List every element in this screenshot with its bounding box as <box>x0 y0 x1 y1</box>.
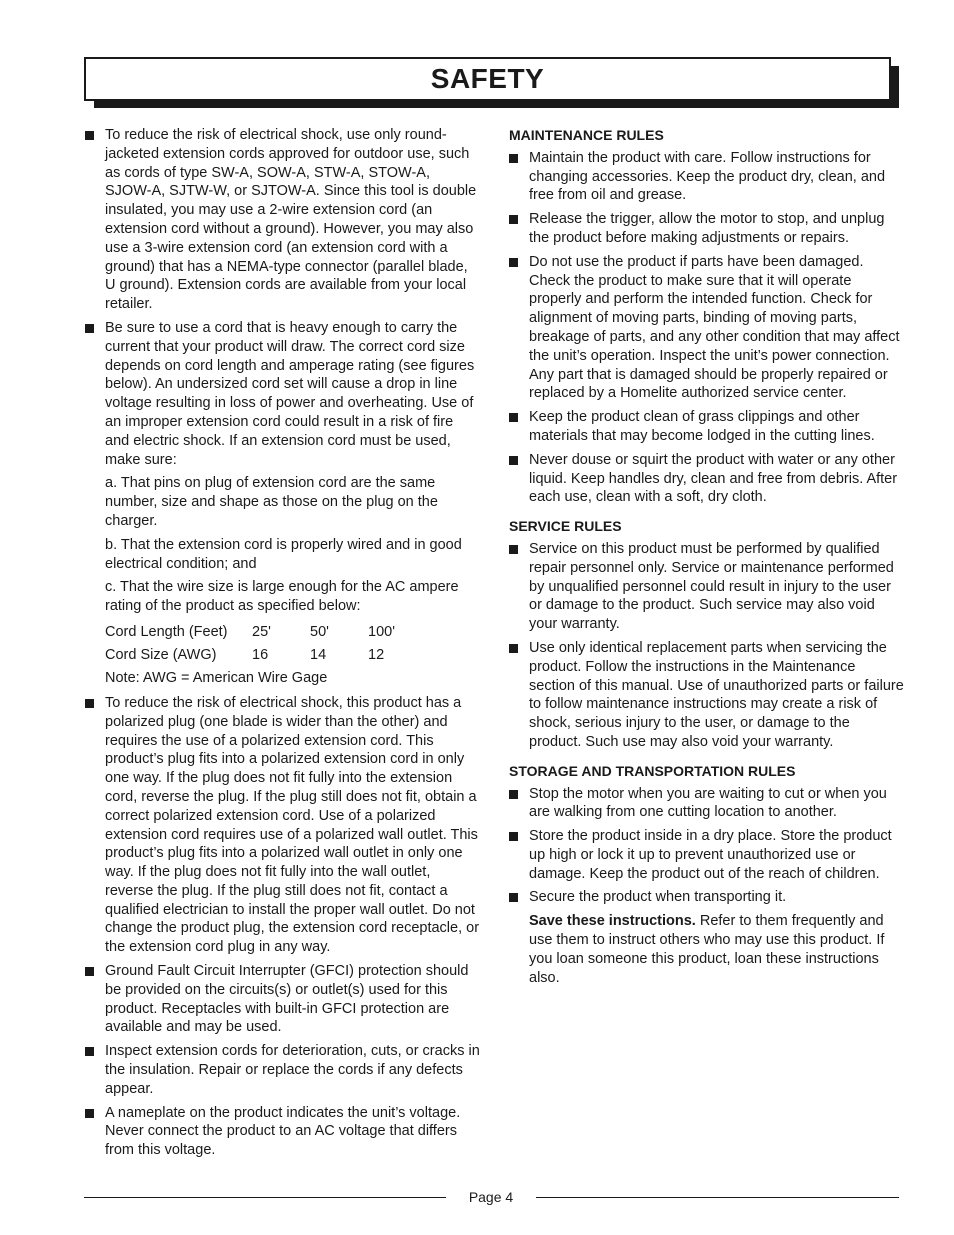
bullet-square-icon <box>85 699 94 708</box>
list-item <box>85 1042 480 1098</box>
bullet-text: Inspect extension cords for deterioration, cuts, or cracks in the insulation. Repair or replace the cords if any defects appear. <box>105 1043 480 1097</box>
awg-note <box>105 667 480 690</box>
bullet-text: Secure the product when transporting it. <box>529 889 787 906</box>
list-item <box>509 888 904 907</box>
page-number: Page 4 <box>468 1189 514 1205</box>
cord-size-value: 14 <box>310 647 327 664</box>
list-item <box>85 962 480 1037</box>
footer-rule-left <box>84 1197 446 1198</box>
footer-rule-right <box>536 1197 899 1198</box>
bullet-text: Do not use the product if parts have been damaged. Check the product to make sure that it will operate properly and perform the intended function. Check for alignment of moving parts, binding of moving parts, breakage of parts, and any other condition that may affect the unit’s operation. Inspect the unit’s power connection. Any part that is damaged should be properly repaired or replaced by a Homelite authorized service center. <box>529 253 900 402</box>
right-column <box>509 126 904 987</box>
sub-item-a: a. That pins on plug of extension cord are the same number, size and shape as those on the plug on the charger. <box>105 475 438 529</box>
maintenance-heading: MAINTENANCE RULES <box>509 127 664 143</box>
save-instructions-bold: Save these instructions. <box>529 913 696 930</box>
bullet-square-icon <box>85 1109 94 1118</box>
cord-length-value: 25' <box>252 624 271 641</box>
list-item <box>85 694 480 957</box>
cord-size-label: Cord Size (AWG) <box>105 647 217 664</box>
storage-heading: STORAGE AND TRANSPORTATION RULES <box>509 762 796 779</box>
bullet-text: Keep the product clean of grass clippings and other materials that may become lodged in the cutting lines. <box>529 409 875 444</box>
bullet-square-icon <box>509 893 518 902</box>
cord-length-row <box>105 621 480 644</box>
cord-length-value: 50' <box>310 624 329 641</box>
bullet-square-icon <box>509 790 518 799</box>
awg-note-text: Note: AWG = American Wire Gage <box>105 670 328 687</box>
bullet-square-icon <box>509 644 518 653</box>
title-box <box>84 57 891 101</box>
bullet-text: Release the trigger, allow the motor to stop, and unplug the product before making adjustments or repairs. <box>529 211 885 246</box>
bullet-text: Service on this product must be performed by qualified repair personnel only. Service or maintenance performed by unqualified personnel could result in injury to the user or damage to the product. Such service may also void your warranty. <box>529 540 894 633</box>
list-item <box>85 1104 480 1160</box>
bullet-text: A nameplate on the product indicates the unit’s voltage. Never connect the product to an AC voltage that differs from this voltage. <box>105 1104 461 1159</box>
list-item <box>509 540 904 634</box>
page-title: SAFETY <box>430 63 545 94</box>
bullet-text: Stop the motor when you are waiting to cut or when you are walking from one cutting location to another. <box>529 785 887 821</box>
bullet-square-icon <box>509 215 518 224</box>
bullet-square-icon <box>85 967 94 976</box>
save-instructions-text: Refer to them frequently and use them to instruct others who may use this product. If you loan someone this product, loan these instructions also. <box>529 913 885 986</box>
bullet-square-icon <box>85 131 94 140</box>
list-item <box>509 639 904 752</box>
bullet-text: Never douse or squirt the product with water or any other liquid. Keep handles dry, clean and free from debris. After each use, clean with a soft, dry cloth. <box>529 451 898 506</box>
cord-length-value: 100' <box>368 624 395 641</box>
list-item <box>509 149 904 205</box>
sub-item-b: b. That the extension cord is properly wired and in good electrical condition; and <box>105 536 462 572</box>
left-column <box>85 126 480 1165</box>
list-item <box>509 210 904 248</box>
bullet-text: Ground Fault Circuit Interrupter (GFCI) protection should be provided on the circuits(s) or outlet(s) used for this product. Receptacles with built-in GFCI protection are available and may be used. <box>105 963 469 1036</box>
save-instructions-paragraph <box>509 912 904 987</box>
cord-size-value: 12 <box>368 647 385 664</box>
cord-size-row <box>105 644 480 667</box>
bullet-square-icon <box>509 545 518 554</box>
page-title-banner <box>84 57 899 108</box>
bullet-text: Use only identical replacement parts when servicing the product. Follow the instructions in the Maintenance section of this manual. Use of unauthorized parts or failure to follow maintenance instructions may create a risk of shock, serious injury to the user, or damage to the product. Such use may also void your warranty. <box>529 639 904 750</box>
bullet-text: Maintain the product with care. Follow instructions for changing accessories. Keep the product dry, clean, and free from oil and grease. <box>529 149 886 204</box>
bullet-text: Be sure to use a cord that is heavy enough to carry the current that your product will draw. The correct cord size depends on cord length and amperage rating (see figures below). An undersized cord set will cause a drop in line voltage resulting in loss of power and overheating. Use of an improper extension cord could result in a risk of fire and electric shock. If an extension cord must be used, make sure: <box>105 319 475 468</box>
list-item <box>509 253 904 403</box>
cord-length-label: Cord Length (Feet) <box>105 624 228 641</box>
service-heading: SERVICE RULES <box>509 518 622 535</box>
bullet-square-icon <box>509 832 518 841</box>
bullet-square-icon <box>85 324 94 333</box>
bullet-square-icon <box>85 1047 94 1056</box>
sub-item-c: c. That the wire size is large enough for the AC ampere rating of the product as specified below: <box>105 579 459 615</box>
list-item <box>509 785 904 823</box>
cord-size-table <box>85 621 480 690</box>
bullet-text: To reduce the risk of electrical shock, this product has a polarized plug (one blade is wider than the other) and requires the use of a polarized extension cord. This product’s plug fits into a polarized extension cord in only one way. If the plug does not fit fully into the extension cord, reverse the plug. If the plug still does not fit, obtain a correct polarized extension cord. Use of a polarized extension cord requires use of a polarized wall outlet. This product’s plug fits into a polarized wall outlet in only one way. If the plug does not fit fully into the wall outlet, reverse the plug. If the plug still does not fit, contact a qualified electrician to install the proper wall outlet. Do not change the product plug, the extension cord receptacle, or the extension cord plug in any way. <box>105 694 480 956</box>
bullet-text: To reduce the risk of electrical shock, use only round-jacketed extension cords approved for outdoor use, such as cords of type SW-A, SOW-A, STW-A, STOW-A, SJOW-A, SJTW-W, or SJTOW-A. Since this tool is double insulated, you may use a 2-wire extension cord (an extension cord without a ground). However, you may also use a 3-wire extension cord (an extension cord with a ground) that has a NEMA-type connector (parallel blade, U ground). Extension cords are available from your local retailer. <box>105 127 477 313</box>
bullet-text: Store the product inside in a dry place. Store the product up high or lock it up to prevent unauthorized use or damage. Keep the product out of the reach of children. <box>529 828 892 882</box>
list-item <box>509 451 904 507</box>
list-item <box>509 827 904 883</box>
list-item <box>85 126 480 314</box>
bullet-square-icon <box>509 413 518 422</box>
bullet-square-icon <box>509 456 518 465</box>
bullet-square-icon <box>509 258 518 267</box>
list-item <box>85 319 480 469</box>
bullet-square-icon <box>509 154 518 163</box>
list-item <box>509 408 904 446</box>
cord-size-value: 16 <box>252 647 269 664</box>
